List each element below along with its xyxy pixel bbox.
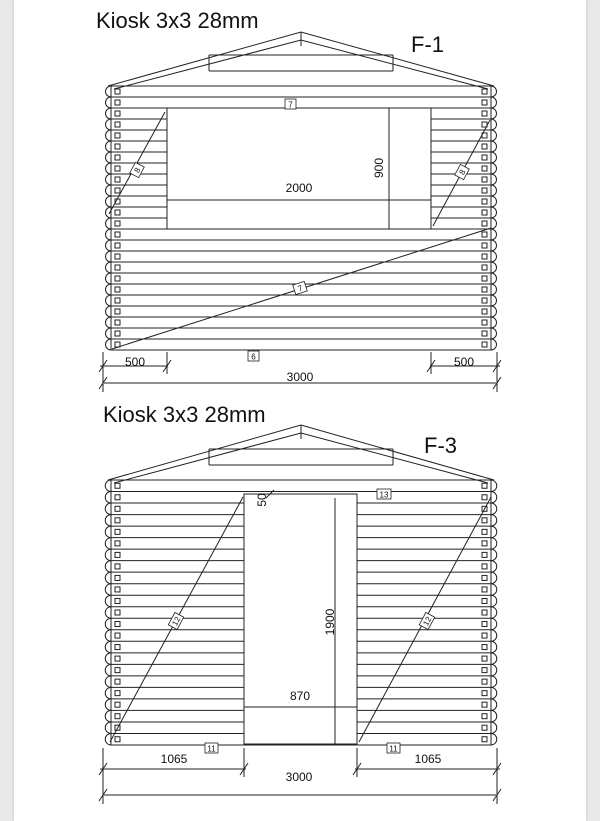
log-notch-right xyxy=(482,265,487,270)
f1-overall-dim: 3000 xyxy=(286,370,314,384)
log-notch-left xyxy=(115,598,120,603)
log-notch-left xyxy=(115,298,120,303)
log-end-left xyxy=(105,687,111,699)
log-end-left xyxy=(106,174,112,185)
f3-gable-inner xyxy=(114,433,488,483)
f1-tag-bottom-beam xyxy=(248,351,259,362)
log-end-left xyxy=(105,607,111,619)
log-end-right xyxy=(491,218,497,229)
log-end-left xyxy=(106,108,112,119)
log-end-left xyxy=(105,584,111,596)
log-notch-right xyxy=(482,309,487,314)
log-notch-left xyxy=(115,243,120,248)
log-end-right xyxy=(491,607,497,619)
log-end-right xyxy=(491,572,497,584)
log-notch-left xyxy=(115,645,120,650)
log-end-left xyxy=(106,130,112,141)
f3-tag-right-bottom xyxy=(387,743,400,754)
drawing-1-title: Kiosk 3x3 28mm xyxy=(96,8,259,33)
log-notch-right xyxy=(482,298,487,303)
log-notch-left xyxy=(115,622,120,627)
log-end-right xyxy=(491,141,497,152)
log-notch-right xyxy=(482,155,487,160)
log-end-right xyxy=(491,618,497,630)
log-notch-left xyxy=(115,668,120,673)
log-notch-right xyxy=(482,541,487,546)
log-end-left xyxy=(105,561,111,573)
log-notch-left xyxy=(115,111,120,116)
log-notch-right xyxy=(482,331,487,336)
log-notch-left xyxy=(115,518,120,523)
log-notch-right xyxy=(482,483,487,488)
log-notch-left xyxy=(115,188,120,193)
log-end-left xyxy=(105,595,111,607)
log-notch-left xyxy=(115,133,120,138)
log-end-left xyxy=(105,538,111,550)
drawing-2-view-label: F-3 xyxy=(424,433,457,458)
log-notch-left xyxy=(115,737,120,742)
log-end-left xyxy=(106,317,112,328)
log-end-right xyxy=(491,503,497,515)
drawing-2-title: Kiosk 3x3 28mm xyxy=(103,402,266,427)
f3-tag-right-brace xyxy=(419,612,434,629)
svg-text:8: 8 xyxy=(132,166,143,175)
log-end-right xyxy=(491,284,497,295)
log-end-right xyxy=(491,595,497,607)
f3-left-dim: 1065 xyxy=(160,752,188,766)
log-notch-right xyxy=(482,725,487,730)
f3-tag-left-bottom xyxy=(205,743,218,754)
log-end-left xyxy=(106,86,112,97)
log-notch-right xyxy=(482,199,487,204)
log-end-right xyxy=(491,328,497,339)
log-notch-left xyxy=(115,122,120,127)
log-end-left xyxy=(105,676,111,688)
log-end-left xyxy=(106,251,112,262)
log-end-right xyxy=(491,306,497,317)
svg-text:7: 7 xyxy=(288,100,293,110)
log-notch-right xyxy=(482,243,487,248)
log-notch-right xyxy=(482,518,487,523)
log-end-right xyxy=(491,538,497,550)
log-notch-left xyxy=(115,232,120,237)
log-end-left xyxy=(106,339,112,350)
log-notch-right xyxy=(482,610,487,615)
log-notch-left xyxy=(115,506,120,511)
log-notch-right xyxy=(482,691,487,696)
log-notch-left xyxy=(115,656,120,661)
log-end-right xyxy=(491,710,497,722)
f1-window-height-dim: 900 xyxy=(372,157,386,179)
log-notch-left xyxy=(115,714,120,719)
log-notch-left xyxy=(115,564,120,569)
log-end-left xyxy=(106,97,112,108)
log-notch-left xyxy=(115,166,120,171)
log-end-right xyxy=(491,240,497,251)
log-end-left xyxy=(106,295,112,306)
log-notch-right xyxy=(482,342,487,347)
log-notch-left xyxy=(115,331,120,336)
f1-tag-lower-brace xyxy=(293,281,308,294)
log-end-left xyxy=(106,196,112,207)
log-end-left xyxy=(105,515,111,527)
log-end-left xyxy=(106,119,112,130)
log-notch-left xyxy=(115,221,120,226)
log-end-right xyxy=(491,262,497,273)
log-notch-right xyxy=(482,89,487,94)
log-end-left xyxy=(105,664,111,676)
log-notch-left xyxy=(115,265,120,270)
log-end-right xyxy=(491,664,497,676)
log-notch-left xyxy=(115,552,120,557)
log-notch-right xyxy=(482,188,487,193)
log-end-right xyxy=(491,699,497,711)
svg-text:11: 11 xyxy=(207,744,216,754)
log-end-right xyxy=(491,273,497,284)
log-notch-left xyxy=(115,483,120,488)
log-notch-right xyxy=(482,737,487,742)
log-end-left xyxy=(106,273,112,284)
log-end-right xyxy=(491,561,497,573)
log-notch-right xyxy=(482,177,487,182)
log-end-right xyxy=(491,722,497,734)
log-notch-right xyxy=(482,320,487,325)
f1-tag-left-brace xyxy=(130,162,144,177)
log-end-right xyxy=(491,97,497,108)
log-notch-left xyxy=(115,100,120,105)
log-notch-right xyxy=(482,100,487,105)
f3-door-width-dim: 870 xyxy=(289,689,311,703)
f1-window-opening xyxy=(167,108,431,229)
log-notch-left xyxy=(115,541,120,546)
log-notch-right xyxy=(482,529,487,534)
f3-right-dim: 1065 xyxy=(414,752,442,766)
log-notch-left xyxy=(115,702,120,707)
log-end-right xyxy=(491,641,497,653)
f3-overall-dim: 3000 xyxy=(285,770,313,784)
log-notch-right xyxy=(482,714,487,719)
log-end-left xyxy=(105,641,111,653)
log-end-left xyxy=(105,618,111,630)
log-end-right xyxy=(491,152,497,163)
log-notch-left xyxy=(115,529,120,534)
f3-door-height-dim: 1900 xyxy=(323,608,337,636)
log-end-right xyxy=(491,317,497,328)
log-end-right xyxy=(491,630,497,642)
log-end-left xyxy=(106,240,112,251)
log-end-left xyxy=(105,722,111,734)
log-notch-right xyxy=(482,575,487,580)
log-end-left xyxy=(105,710,111,722)
svg-text:12: 12 xyxy=(421,615,434,628)
log-end-right xyxy=(491,163,497,174)
log-end-right xyxy=(491,108,497,119)
log-notch-right xyxy=(482,679,487,684)
log-notch-left xyxy=(115,610,120,615)
log-end-right xyxy=(491,339,497,350)
log-end-right xyxy=(491,295,497,306)
log-notch-right xyxy=(482,668,487,673)
log-notch-right xyxy=(482,276,487,281)
log-end-right xyxy=(491,733,497,745)
log-end-left xyxy=(106,218,112,229)
log-end-right xyxy=(491,584,497,596)
log-notch-right xyxy=(482,598,487,603)
log-notch-right xyxy=(482,287,487,292)
log-end-right xyxy=(491,492,497,504)
log-notch-left xyxy=(115,691,120,696)
svg-text:7: 7 xyxy=(296,283,304,294)
f1-tag-right-brace xyxy=(455,164,469,179)
log-end-left xyxy=(105,653,111,665)
log-notch-left xyxy=(115,633,120,638)
log-end-left xyxy=(106,262,112,273)
log-end-right xyxy=(491,526,497,538)
log-notch-left xyxy=(115,287,120,292)
log-notch-right xyxy=(482,587,487,592)
log-notch-left xyxy=(115,254,120,259)
log-end-left xyxy=(106,306,112,317)
log-notch-left xyxy=(115,679,120,684)
log-end-right xyxy=(491,174,497,185)
log-notch-right xyxy=(482,622,487,627)
log-end-right xyxy=(491,676,497,688)
f1-window-width-dim: 2000 xyxy=(285,181,313,195)
log-end-right xyxy=(491,687,497,699)
log-notch-right xyxy=(482,495,487,500)
log-end-right xyxy=(491,130,497,141)
log-end-left xyxy=(105,733,111,745)
svg-text:11: 11 xyxy=(389,744,398,754)
svg-text:12: 12 xyxy=(170,615,183,628)
log-end-right xyxy=(491,86,497,97)
log-notch-left xyxy=(115,177,120,182)
log-notch-left xyxy=(115,276,120,281)
log-notch-left xyxy=(115,309,120,314)
log-notch-right xyxy=(482,702,487,707)
log-end-left xyxy=(105,630,111,642)
log-notch-right xyxy=(482,221,487,226)
log-notch-left xyxy=(115,144,120,149)
f3-elevation xyxy=(99,425,501,804)
f3-door-gap-dim: 50 xyxy=(255,493,269,507)
log-end-left xyxy=(105,480,111,492)
log-end-right xyxy=(491,196,497,207)
log-end-left xyxy=(106,152,112,163)
log-notch-right xyxy=(482,232,487,237)
log-notch-right xyxy=(482,645,487,650)
drawing-1-view-label: F-1 xyxy=(411,32,444,57)
log-notch-right xyxy=(482,254,487,259)
log-notch-left xyxy=(115,320,120,325)
log-end-left xyxy=(105,699,111,711)
log-notch-right xyxy=(482,111,487,116)
log-notch-right xyxy=(482,166,487,171)
log-end-right xyxy=(491,653,497,665)
log-end-left xyxy=(106,328,112,339)
log-notch-right xyxy=(482,144,487,149)
log-end-left xyxy=(106,163,112,174)
svg-text:8: 8 xyxy=(457,168,468,177)
log-notch-right xyxy=(482,210,487,215)
log-end-left xyxy=(106,185,112,196)
log-end-left xyxy=(105,572,111,584)
log-end-right xyxy=(491,207,497,218)
log-end-left xyxy=(105,503,111,515)
f1-tag-top-beam xyxy=(285,99,296,110)
svg-text:6: 6 xyxy=(251,352,256,362)
log-notch-right xyxy=(482,656,487,661)
svg-text:13: 13 xyxy=(379,490,389,500)
log-notch-left xyxy=(115,575,120,580)
log-end-right xyxy=(491,515,497,527)
log-end-left xyxy=(106,141,112,152)
f1-gable-inner xyxy=(114,40,488,89)
log-end-left xyxy=(105,549,111,561)
log-notch-right xyxy=(482,552,487,557)
log-notch-right xyxy=(482,564,487,569)
log-end-right xyxy=(491,480,497,492)
log-end-left xyxy=(105,492,111,504)
log-end-left xyxy=(106,284,112,295)
log-notch-left xyxy=(115,495,120,500)
log-notch-left xyxy=(115,210,120,215)
f1-elevation xyxy=(99,32,501,392)
f1-left-dim: 500 xyxy=(124,355,146,369)
log-notch-left xyxy=(115,587,120,592)
log-end-left xyxy=(106,229,112,240)
log-notch-left xyxy=(115,155,120,160)
f1-right-dim: 500 xyxy=(453,355,475,369)
log-end-right xyxy=(491,251,497,262)
f3-tag-top-right-plate xyxy=(377,489,391,500)
log-end-right xyxy=(491,229,497,240)
log-end-right xyxy=(491,119,497,130)
log-end-right xyxy=(491,185,497,196)
f3-tag-left-brace xyxy=(168,612,183,629)
log-notch-right xyxy=(482,633,487,638)
log-end-right xyxy=(491,549,497,561)
log-notch-left xyxy=(115,89,120,94)
log-end-left xyxy=(105,526,111,538)
